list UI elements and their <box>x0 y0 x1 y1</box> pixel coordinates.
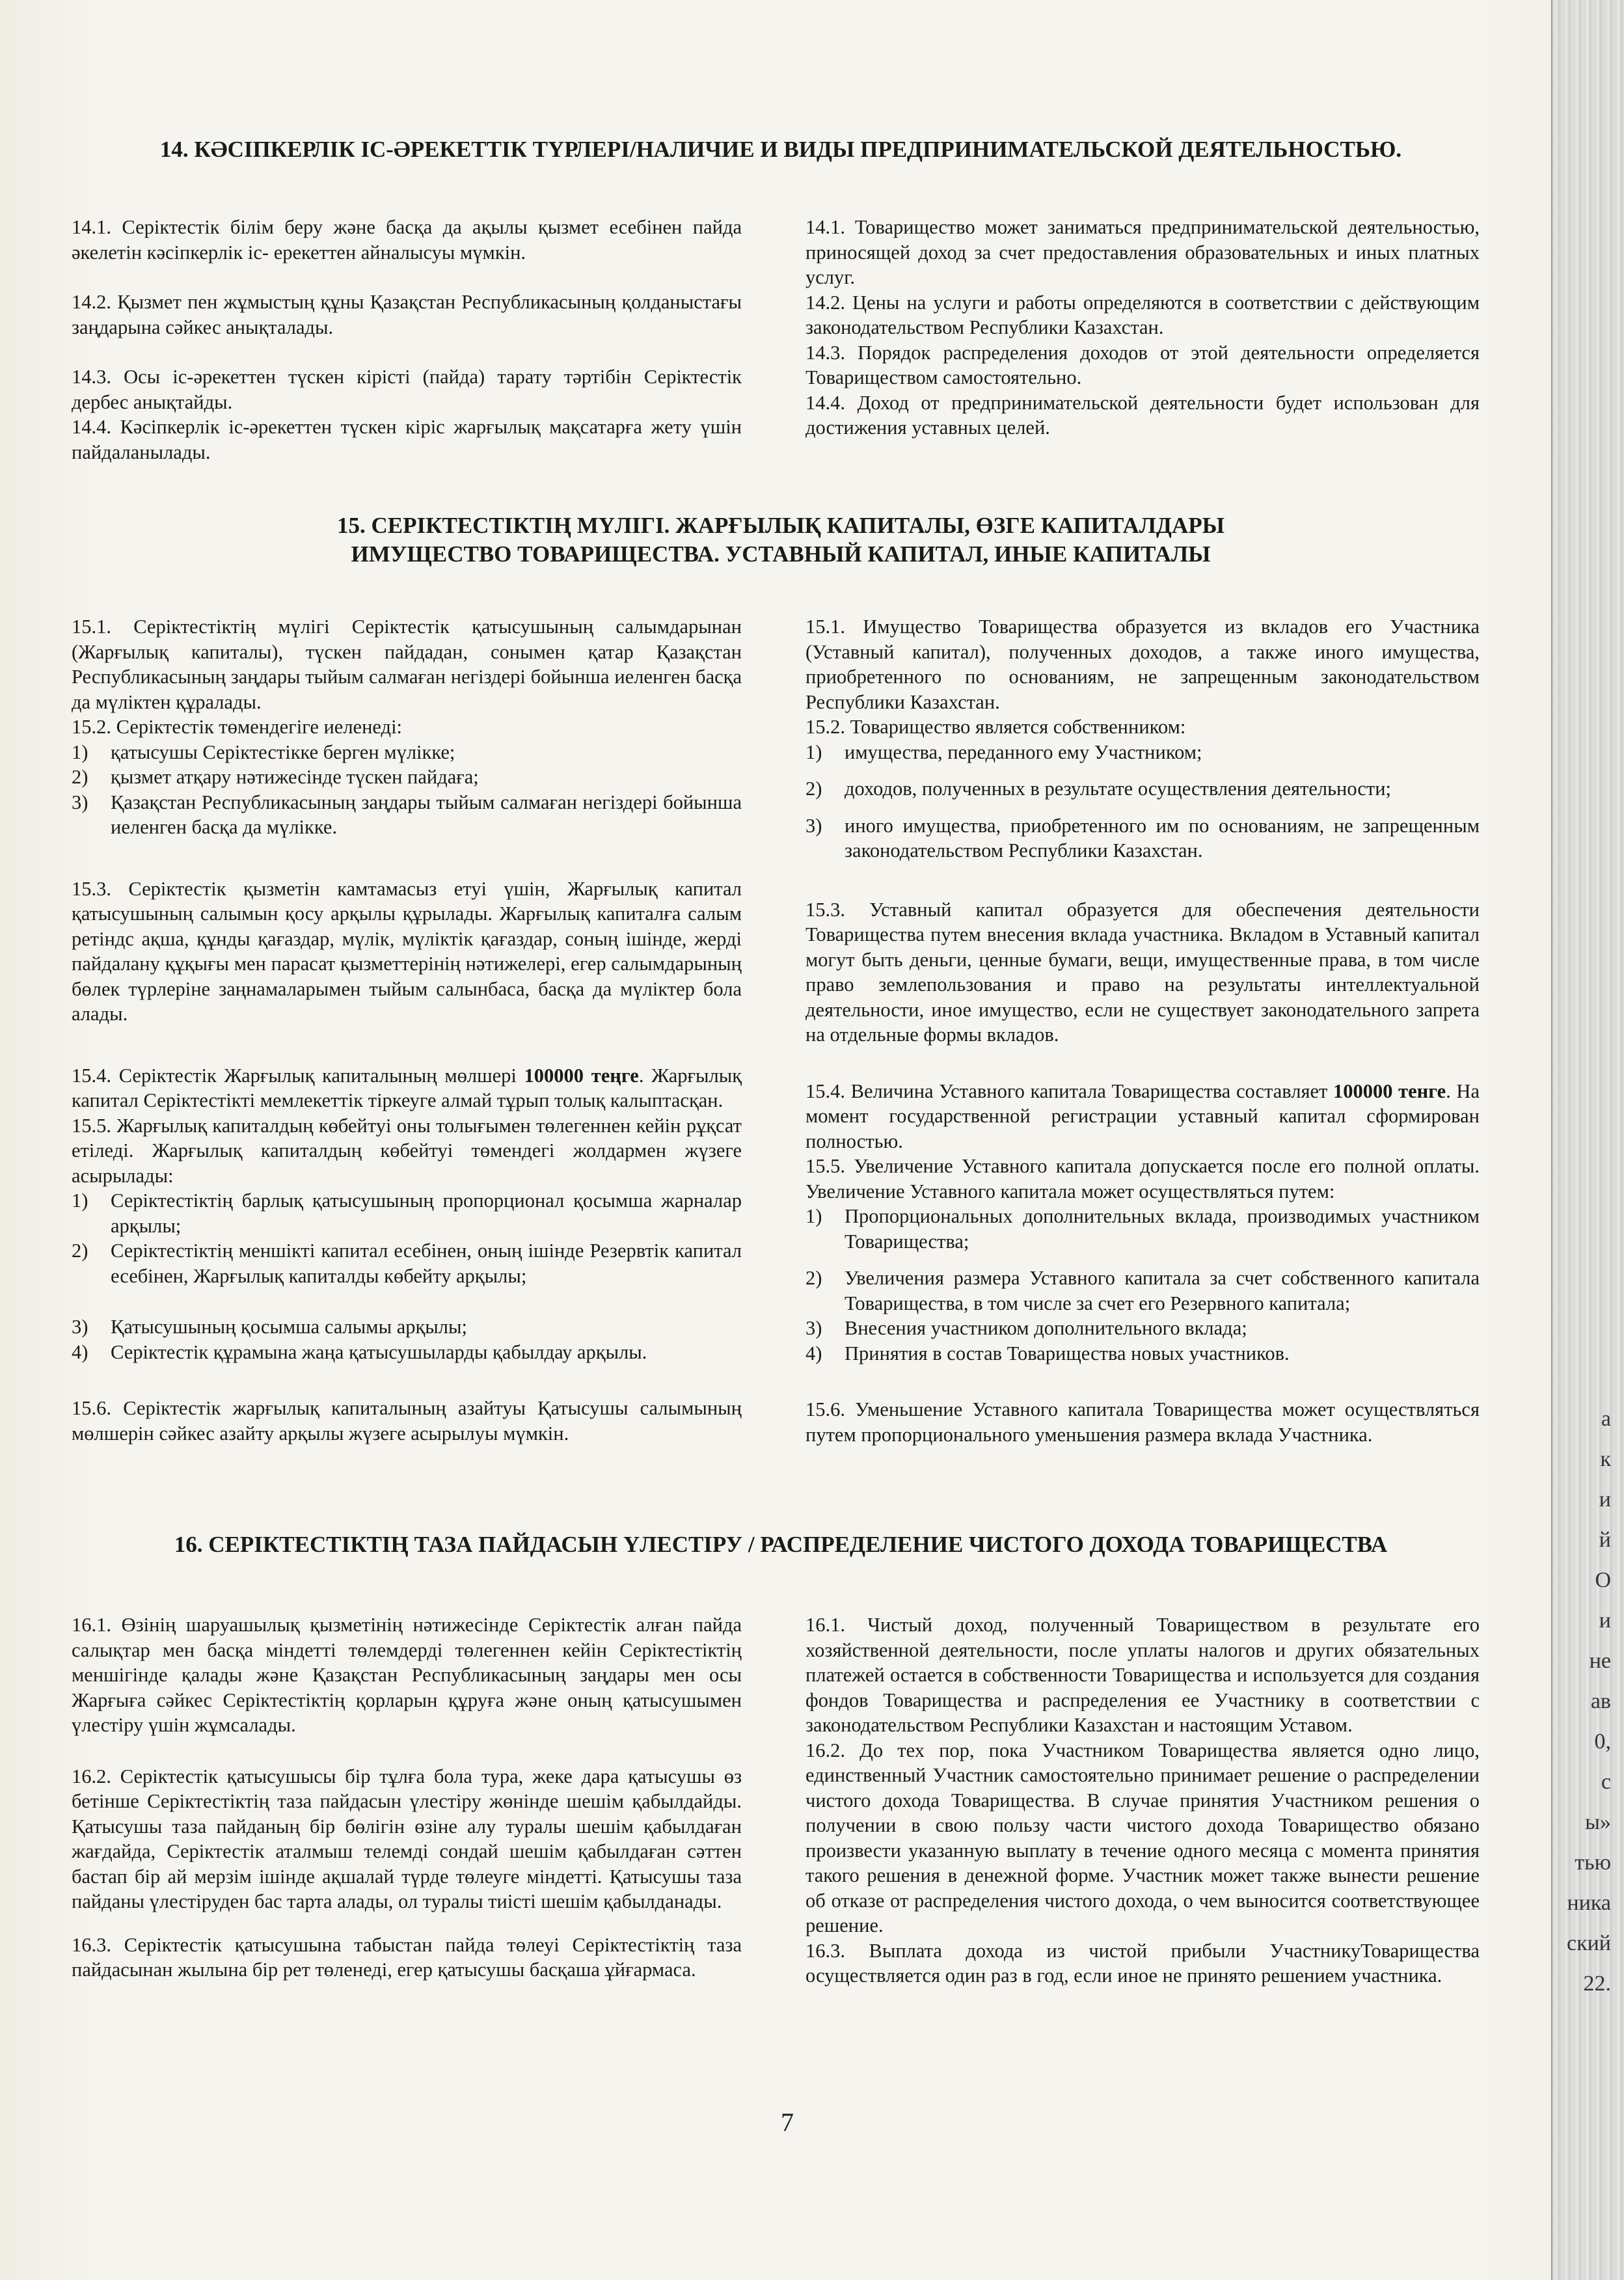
list-item <box>805 813 1480 863</box>
clause-15-6-ru: 15.6. Уменьшение Уставного капитала Товарищества может осуществляться путем пропорционального уменьшения размера вклада Участника. <box>805 1398 1480 1446</box>
page-number: 7 <box>781 2108 794 2137</box>
clause-15-5-kz: 15.5. Жарғылық капиталдың көбейтуі оны толығымен төлегеннен кейін рұқсат етіледі. Жарғылық капиталдың көбейтуі төмендегі жолдармен жүзеге асырылады: <box>72 1114 742 1187</box>
list-text: имущества, переданного ему Участником; <box>845 740 1202 763</box>
clause-15-1-ru: 15.1. Имущество Товарищества образуется из вкладов его Участника (Уставный капитал), полученных доходов, а также иного имущества, приобретенного по основаниям, не запрещенным законодательством Республики Казахстан. <box>805 616 1480 713</box>
list-text: Принятия в состав Товарищества новых участников. <box>845 1342 1290 1364</box>
list-item <box>805 740 1480 765</box>
edge-fragment: 0, <box>1594 1730 1611 1754</box>
clause-15-1-kz: 15.1. Серіктестіктің мүлігі Серіктестік қатысушының салымдарынан (Жарғылық капиталы), түскен пайдадан, сонымен қатар Қазақстан Республикасының заңдары тыйым салмаған негіздері бойынша иеленген басқа да мүліктен құралады. <box>72 616 742 713</box>
list-text: Внесения участником дополнительного вклада; <box>845 1317 1247 1339</box>
clause-16-1-ru: 16.1. Чистый доход, полученный Товариществом в результате его хозяйственной деятельности, после уплаты налогов и других обязательных платежей остается в собственности Товарищества и используется для создания фондов Товарищества и распределения ее Участнику в соответствии с законодательством Республики Казахстан и настоящим Уставом. <box>805 1614 1480 1736</box>
edge-fragment: ский <box>1567 1931 1611 1955</box>
edge-fragment: ав <box>1590 1689 1611 1713</box>
clause-14-4-ru: 14.4. Доход от предпринимательской деятельности будет использован для достижения уставных целей. <box>805 391 1480 439</box>
clause-14-3-ru: 14.3. Порядок распределения доходов от этой деятельности определяется Товариществом самостоятельно. <box>805 341 1480 388</box>
list-item <box>805 1266 1480 1316</box>
edge-fragment: и <box>1599 1608 1611 1633</box>
list-item <box>805 1316 1480 1341</box>
clause-15-6-kz: 15.6. Серіктестік жарғылық капиталының азайтуы Қатысушы салымының мөлшерін сәйкес азайту арқылы жүзеге асырылуы мүмкін. <box>72 1397 742 1445</box>
list-text: Қазақстан Республикасының заңдары тыйым салмаған негіздері бойынша иеленген басқа да мүлікке. <box>111 791 742 838</box>
clause-15-2-ru: 15.2. Товарищество является собственником: <box>805 716 1186 738</box>
list-item <box>72 1314 742 1340</box>
section-15-russian-column <box>805 614 1480 1447</box>
edge-fragment: й <box>1599 1528 1611 1552</box>
clause-14-3-kz: 14.3. Осы іс-әрекеттен түскен кірісті (пайда) тарату тәртібін Серіктестік дербес анықтайды. <box>72 366 742 413</box>
list-text: қызмет атқару нәтижесінде түскен пайдаға; <box>111 766 479 788</box>
clause-15-4-ru <box>805 1079 1480 1154</box>
list-number: 3) <box>72 791 88 813</box>
list-text: Пропорциональных дополнительных вклада, производимых участником Товарищества; <box>845 1205 1480 1253</box>
section-16-title: 16. СЕРІКТЕСТІКТІҢ ТАЗА ПАЙДАСЫН ҮЛЕСТІРУ / РАСПРЕДЕЛЕНИЕ ЧИСТОГО ДОХОДА ТОВАРИЩЕСТВА <box>174 1532 1388 1557</box>
clause-15-5-ru: 15.5. Увеличение Уставного капитала допускается после его полной оплаты. Увеличение Уставного капитала может осуществляться путем: <box>805 1155 1480 1202</box>
list-number: 3) <box>805 814 822 837</box>
clause-14-4-kz: 14.4. Кәсіпкерлік іс-әрекеттен түскен кіріс жарғылық мақсатарға жету үшін пайдаланылады. <box>72 416 742 463</box>
list-text: қатысушы Серіктестікке берген мүлікке; <box>111 740 455 763</box>
edge-fragment: тью <box>1575 1851 1611 1875</box>
clause-14-2-kz: 14.2. Қызмет пен жұмыстың құны Қазақстан Республикасының қолданыстағы заңдарына сәйкес анықталады. <box>72 291 742 338</box>
list-item <box>72 790 742 840</box>
clause-text: 15.4. Серіктестік Жарғылық капиталының мөлшері <box>72 1064 524 1087</box>
clause-15-3-ru: 15.3. Уставный капитал образуется для обеспечения деятельности Товарищества путем внесения вклада участника. Вкладом в Уставный капитал могут быть деньги, ценные бумаги, вещи, имущественные права, в том числе право землепользования и право на результаты интеллектуальной деятельности, иное имущество, если не существует законодательного запрета на отдельные формы вкладов. <box>805 898 1480 1046</box>
list-item <box>72 765 742 790</box>
section-15-kazakh-column <box>72 614 742 1446</box>
edge-fragment: ы» <box>1585 1810 1611 1834</box>
list-number: 1) <box>805 1205 822 1227</box>
edge-fragment: а <box>1601 1407 1611 1431</box>
list-item <box>72 1340 742 1365</box>
list-text: доходов, полученных в результате осуществления деятельности; <box>845 778 1392 800</box>
section-14-title: 14. КӘСІПКЕРЛІК ІС-ӘРЕКЕТТІК ТҮРЛЕРІ/НАЛИЧИЕ И ВИДЫ ПРЕДПРИНИМАТЕЛЬСКОЙ ДЕЯТЕЛЬНОСТЬЮ. <box>159 137 1402 162</box>
clause-text: . Жарғылық капитал Серіктестікті мемлекеттік тіркеуге алмай тұрып толық калыптасқан. <box>72 1064 742 1111</box>
clause-16-1-kz: 16.1. Өзінің шаруашылық қызметінің нәтижесінде Серіктестік алған пайда салықтар мен басқа міндетті төлемдерді төлегеннен кейін Серіктестіктің меншігінде қалады және Қазақстан Республикасының заңдары мен осы Жарғыға сәйкес Серіктестіктің қорларын құруға және оның қатысушымен үлестіру үшін жұмсалады. <box>72 1614 742 1736</box>
clause-15-4-kz <box>72 1063 742 1113</box>
clause-text: . На момент государственной регистрации уставный капитал сформирован полностью. <box>805 1079 1480 1152</box>
list-number: 2) <box>72 1240 88 1262</box>
capital-amount: 100000 тенге <box>1333 1079 1446 1102</box>
section-16-kazakh-column <box>72 1612 742 1983</box>
clause-14-1-ru: 14.1. Товарищество может заниматься предпринимательской деятельностью, приносящей доход за счет предоставления образовательных и иных платных услуг. <box>805 216 1480 288</box>
clause-16-2-kz: 16.2. Серіктестік қатысушысы бір тұлға бола тура, жеке дара қатысушы өз бетінше Серіктестіктің таза пайдасын үлестіру жөнінде шешім қабылдайды. Қатысушы таза пайданың бір бөлігін өзіне алу туралы шешім қабылдаған жағдайда, Серіктестік аталмыш телемді сондай шешім қабылдаған сәттен бастап бір ай мерзім ішінде ақшалай түрде төлеуге міндетті. Қатысушы таза пайданы үлестіруден бас тарта алады, ол туралы тиісті шешім қабылданады. <box>72 1765 742 1912</box>
clause-text: 15.4. Величина Уставного капитала Товарищества составляет <box>805 1079 1333 1102</box>
clause-16-2-ru: 16.2. До тех пор, пока Участником Товарищества является одно лицо, единственный Участник самостоятельно принимает решение о распределении чистого дохода Товарищества. В случае принятия Участником решения о получении в свою пользу части чистого дохода Товарищество обязано произвести указанную выплату в течение одного месяца с момента принятия такого решения в денежной форме. Участник может также вынести решение об отказе от распределения чистого дохода, о чем выносится соответствующее решение. <box>805 1739 1480 1936</box>
section-14-russian-column <box>805 215 1480 441</box>
list-number: 2) <box>805 1267 822 1289</box>
edge-fragment: не <box>1589 1649 1611 1673</box>
section-15-title <box>65 511 1496 569</box>
list-number: 3) <box>805 1317 822 1339</box>
list-number: 4) <box>72 1340 88 1363</box>
edge-fragment: ника <box>1567 1891 1611 1915</box>
list-number: 2) <box>72 766 88 788</box>
edge-fragment: к <box>1600 1447 1611 1471</box>
list-number: 1) <box>805 740 822 763</box>
edge-fragment: 22. <box>1583 1972 1611 1996</box>
edge-text-fragments <box>1552 1399 1611 2004</box>
edge-fragment: с <box>1601 1770 1611 1794</box>
section-15-title-ru: ИМУЩЕСТВО ТОВАРИЩЕСТВА. УСТАВНЫЙ КАПИТАЛ, ИНЫЕ КАПИТАЛЫ <box>351 541 1211 567</box>
list-item <box>805 776 1480 802</box>
list-text: Серіктестіктің меншікті капитал есебінен, оның ішінде Резервтік капитал есебінен, Жарғылық капиталды көбейту арқылы; <box>111 1240 742 1287</box>
list-number: 3) <box>72 1316 88 1338</box>
list-item <box>72 740 742 765</box>
list-number: 1) <box>72 740 88 763</box>
list-number: 1) <box>72 1189 88 1212</box>
list-item <box>72 1238 742 1288</box>
clause-15-3-kz: 15.3. Серіктестік қызметін камтамасыз етуі үшін, Жарғылық капитал қатысушының салымын қосу арқылы құрылады. Жарғылық капиталға салым ретіндс ақша, құнды қағаздар, мүлік, мүліктік қағаздар, соның ішінде, жерді пайдалану құқығы мен парасат қызметтерінің нәтижелері, егер салымдарының бөлек түрлеріне заңнамаларымен тыйым салынбаса, басқа да мүліктер бола алады. <box>72 877 742 1025</box>
clause-16-3-ru: 16.3. Выплата дохода из чистой прибыли УчастникуТоварищества осуществляется один раз в год, если иное не принято решением участника. <box>805 1939 1480 1987</box>
list-text: Серіктестік құрамына жаңа қатысушыларды қабылдау арқылы. <box>111 1340 647 1363</box>
edge-fragment: и <box>1599 1487 1611 1512</box>
clause-15-2-kz: 15.2. Серіктестік төмендегіге иеленеді: <box>72 716 403 738</box>
list-number: 2) <box>805 778 822 800</box>
list-item <box>72 1188 742 1238</box>
section-14-kazakh-column <box>72 215 742 465</box>
clause-16-3-kz: 16.3. Серіктестік қатысушына табыстан пайда төлеуі Серіктестіктің таза пайдасынан жылына бір рет төленеді, егер қатысушы басқаша ұйғармаса. <box>72 1933 742 1981</box>
clause-14-2-ru: 14.2. Цены на услуги и работы определяются в соответствии с действующим законодательством Республики Казахстан. <box>805 291 1480 338</box>
list-item <box>805 1341 1480 1366</box>
section-15-title-kz: 15. СЕРІКТЕСТІКТІҢ МҮЛІГІ. ЖАРҒЫЛЫҚ КАПИТАЛЫ, ӨЗГЕ КАПИТАЛДАРЫ <box>336 513 1225 538</box>
clause-14-1-kz: 14.1. Серіктестік білім беру және басқа да ақылы қызмет есебінен пайда әкелетін кәсіпкерлік іс- ерекеттен айналысуы мүмкін. <box>72 216 742 264</box>
edge-fragment: О <box>1595 1568 1611 1592</box>
list-text: Увеличения размера Уставного капитала за счет собственного капитала Товарищества, в том числе за счет его Резервного капитала; <box>845 1267 1480 1314</box>
capital-amount: 100000 теңге <box>524 1064 639 1087</box>
list-text: Қатысушының қосымша салымы арқылы; <box>111 1316 467 1338</box>
list-text: иного имущества, приобретенного им по основаниям, не запрещенным законодательством Республики Казахстан. <box>845 814 1480 862</box>
list-number: 4) <box>805 1342 822 1364</box>
list-text: Серіктестіктің барлық қатысушының пропорционал қосымша жарналар арқылы; <box>111 1189 742 1237</box>
section-16-russian-column <box>805 1612 1480 1988</box>
list-item <box>805 1204 1480 1254</box>
